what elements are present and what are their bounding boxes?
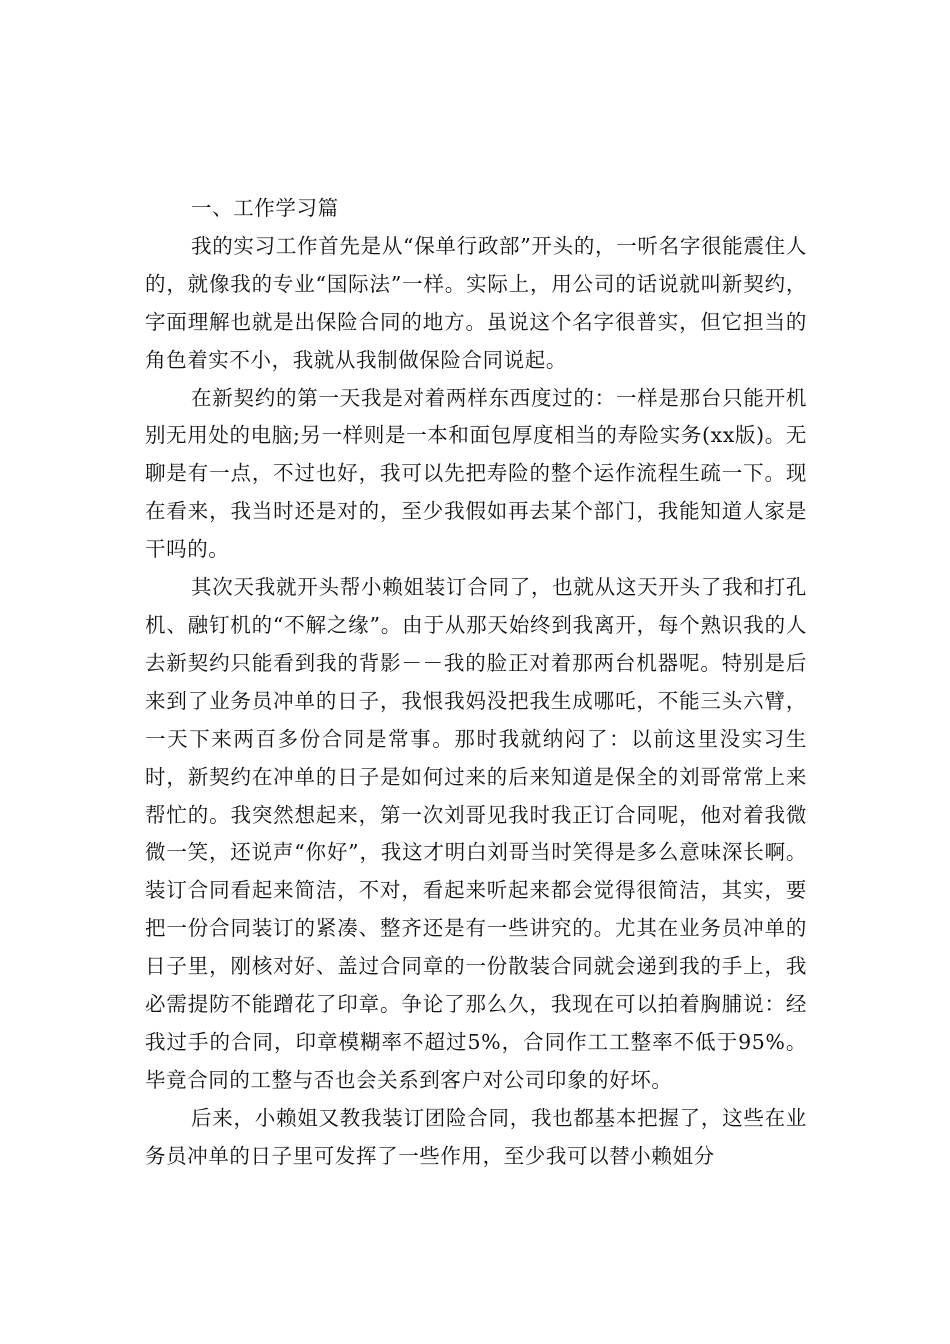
paragraph-1: 我的实习工作首先是从“保单行政部”开头的，一听名字很能震住人的，就像我的专业“国际法”一样。实际上，用公司的话说就叫新契约，字面理解也就是出保险合同的地方。虽说这个名字很普实，但它担当的角色着实不小，我就从我制做保险合同说起。 [145,233,807,372]
paragraph-4: 后来，小赖姐又教我装订团险合同，我也都基本把握了，这些在业务员冲单的日子里可发挥了一些作用，至少我可以替小赖姐分 [145,1105,807,1168]
paragraph-2: 在新契约的第一天我是对着两样东西度过的：一样是那台只能开机别无用处的电脑;另一样则是一本和面包厚度相当的寿险实务(xx版)。无聊是有一点，不过也好，我可以先把寿险的整个运作流程生疏一下。现在看来，我当时还是对的，至少我假如再去某个部门，我能知道人家是干吗的。 [145,385,807,562]
document-body [145,190,807,1176]
section-heading: 一、工作学习篇 [191,196,339,220]
paragraph-3: 其次天我就开头帮小赖姐装订合同了，也就从这天开头了我和打孔机、融钉机的“不解之缘”。由于从那天始终到我离开，每个熟识我的人去新契约只能看到我的背影－－我的脸正对着那两台机器呢。特别是后来到了业务员冲单的日子，我恨我妈没把我生成哪吒，不能三头六臂，一天下来两百多份合同是常事。那时我就纳闷了：以前这里没实习生时，新契约在冲单的日子是如何过来的后来知道是保全的刘哥常常上来帮忙的。我突然想起来，第一次刘哥见我时我正订合同呢，他对着我微微一笑，还说声“你好”，我这才明白刘哥当时笑得是多么意味深长啊。装订合同看起来简洁，不对，看起来听起来都会觉得很简洁，其实，要把一份合同装订的紧凑、整齐还是有一些讲究的。尤其在业务员冲单的日子里，刚核对好、盖过合同章的一份散装合同就会递到我的手上，我必需提防不能蹭花了印章。争论了那么久，我现在可以拍着胸脯说：经我过手的合同，印章模糊率不超过5%，合同作工工整率不低于95%。毕竟合同的工整与否也会关系到客户对公司印象的好坏。 [145,575,807,1092]
